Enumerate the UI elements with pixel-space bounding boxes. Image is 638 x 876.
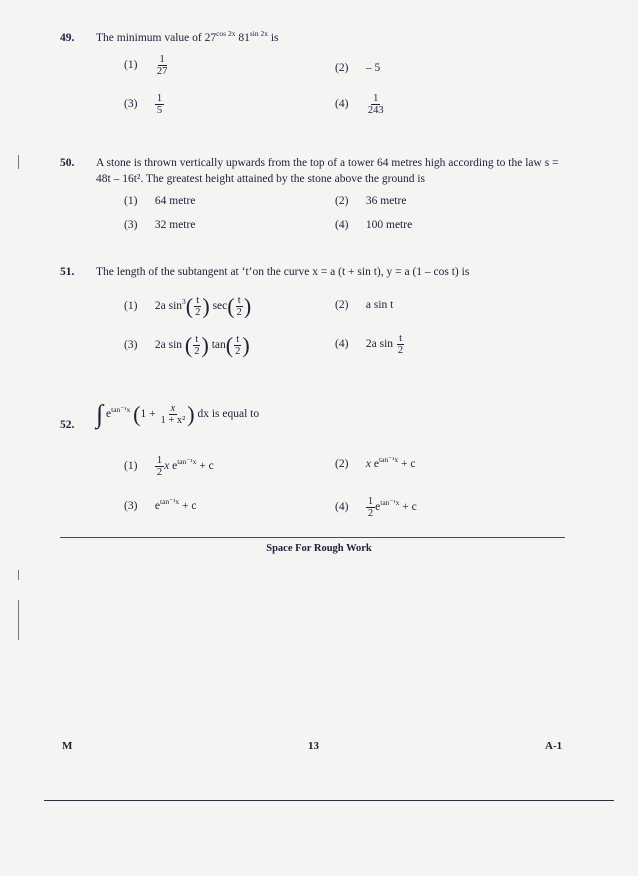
option-52-2[interactable]: (2) x $e^{tan^{-1}x} + c$: [335, 455, 416, 470]
question-number: 51.: [60, 266, 75, 278]
margin-mark: [18, 155, 19, 169]
question-text: A stone is thrown vertically upwards from the top of a tower 64 metres high according to the law s = 48t – 16t². The greatest height attained by the stone above the ground is: [96, 157, 559, 185]
question-text: ∫ $e^{tan^{-1}x}$ (1 + $\frac{x}{\text{1 + x²}}$ ) dx is equal to: [96, 399, 260, 429]
option-expression: $e^{tan^{-1}x} + c$: [154, 497, 197, 512]
footer-left: M: [62, 740, 73, 752]
option-51-3[interactable]: (3) 2a sin ( $\frac{t}{2}$ ) tan( $\frac{t}{2}$ ): [124, 332, 250, 357]
option-50-2[interactable]: (2) 36 metre: [335, 195, 407, 207]
question-number: 50.: [60, 157, 75, 169]
option-49-3[interactable]: (3) $\frac{1}{5}$: [124, 93, 163, 116]
question-text: The length of the subtangent at ‘t’on the curve x = a (t + sin t), y = a (1 – cos t) is: [96, 266, 470, 278]
option-expression: 2a $\sin^3$( $\frac{t}{2}$ ) sec( $\frac{t}{2}$ ): [154, 293, 252, 318]
fraction: $\frac{1}{243}$: [367, 93, 384, 116]
option-49-1[interactable]: (1) $\frac{1}{27}$: [124, 54, 168, 77]
option-expression: 2a sin ( $\frac{t}{2}$ ) tan( $\frac{t}{2}$ ): [154, 332, 250, 357]
option-50-3[interactable]: (3) 32 metre: [124, 219, 196, 231]
option-expression: $\frac{1}{2}$ $e^{tan^{-1}x} + c$: [367, 496, 417, 519]
option-expression: 2a sin $\frac{t}{2}$: [365, 333, 404, 356]
footer-divider: [44, 800, 614, 801]
option-expression: $\frac{1}{2}$ x $e^{tan^{-1}x} + c$: [156, 455, 214, 478]
option-52-1[interactable]: (1) $\frac{1}{2}$ x $e^{tan^{-1}x} + c$: [124, 455, 214, 478]
rough-work-label: Space For Rough Work: [266, 543, 372, 554]
page-number: 13: [308, 740, 319, 752]
fraction: $\frac{1}{5}$: [156, 93, 163, 116]
option-49-4[interactable]: (4) $\frac{1}{243}$: [335, 93, 384, 116]
option-49-2[interactable]: (2) – 5: [335, 62, 381, 74]
option-expression: x $e^{tan^{-1}x} + c$: [365, 455, 416, 470]
margin-mark: [18, 600, 19, 640]
question-text: The minimum value of $27^{cos 2x}$ $81^{sin 2x}$ is: [96, 29, 279, 44]
option-51-1[interactable]: (1) 2a $\sin^3$( $\frac{t}{2}$ ) sec( $\frac{t}{2}$ ): [124, 293, 252, 318]
option-51-2[interactable]: (2) a sin t: [335, 299, 394, 311]
option-51-4[interactable]: (4) 2a sin $\frac{t}{2}$: [335, 333, 404, 356]
option-50-4[interactable]: (4) 100 metre: [335, 219, 413, 231]
option-52-4[interactable]: (4) $\frac{1}{2}$ $e^{tan^{-1}x} + c$: [335, 496, 417, 519]
question-number: 49.: [60, 32, 75, 44]
divider: [60, 537, 565, 538]
question-number: 52.: [60, 419, 75, 431]
fraction: $\frac{1}{27}$: [156, 54, 168, 77]
footer-right: A-1: [545, 740, 563, 752]
option-50-1[interactable]: (1) 64 metre: [124, 195, 196, 207]
option-52-3[interactable]: (3) $e^{tan^{-1}x} + c$: [124, 497, 197, 512]
margin-mark: [18, 570, 19, 580]
